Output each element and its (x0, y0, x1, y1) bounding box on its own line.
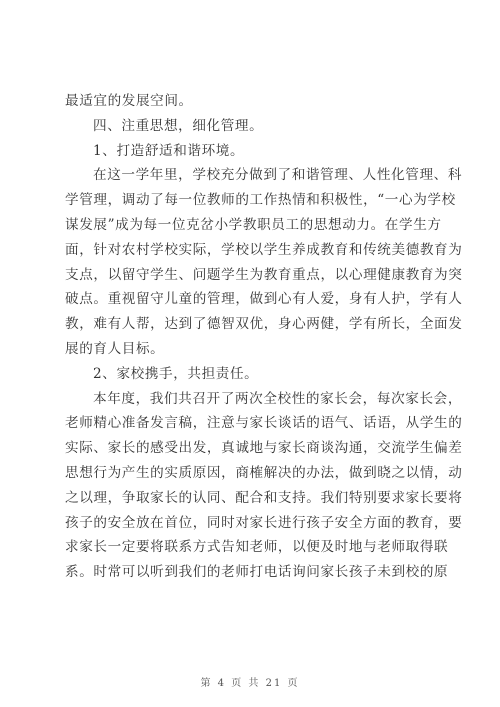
text-line: 2、家校携手，共担责任。 (93, 365, 259, 382)
text-line: 在这一学年里，学校充分做到了和谐管理、人性化管理、科 (93, 167, 463, 184)
text-line: 教，难有人帮，达到了德智双优，身心两健，学有所长，全面发 (65, 316, 463, 333)
text-line: 学管理，调动了每一位教师的工作热情和积极性，“一心为学校 (65, 192, 456, 209)
text-line: 支点，以留守学生、问题学生为教育重点，以心理健康教育为突 (65, 266, 463, 283)
text-line: 老师精心准备发言稿，注意与家长谈话的语气、话语，从学生的 (65, 415, 463, 432)
text-line: 1、打造舒适和谐环境。 (93, 142, 245, 159)
text-line: 系。时常可以听到我们的老师打电话询问家长孩子未到校的原 (65, 564, 449, 581)
text-line: 面，针对农村学校实际，学校以学生养成教育和传统美德教育为 (65, 241, 463, 258)
text-line: 求家长一定要将联系方式告知老师，以便及时地与老师取得联 (65, 539, 449, 556)
text-line: 之以理，争取家长的认同、配合和支持。我们特别要求家长要将 (65, 489, 463, 506)
text-line: 破点。重视留守儿童的管理，做到心有人爱，身有人护，学有人 (65, 291, 463, 308)
page-footer: 第 4 页 共 21 页 (200, 678, 300, 689)
body-text (65, 89, 463, 585)
text-line: 谋发展”成为每一位克岔小学教职员工的思想动力。在学生方 (65, 216, 442, 233)
text-line: 本年度，我们共召开了两次全校性的家长会，每次家长会， (93, 390, 463, 407)
text-line: 思想行为产生的实质原因，商榷解决的办法，做到晓之以情，动 (65, 464, 463, 481)
text-line: 实际、家长的感受出发，真诚地与家长商谈沟通，交流学生偏差 (65, 440, 463, 457)
text-line: 展的育人目标。 (65, 340, 165, 357)
text-line: 最适宜的发展空间。 (65, 93, 193, 109)
text-line: 四、注重思想，细化管理。 (93, 117, 264, 134)
text-line: 孩子的安全放在首位，同时对家长进行孩子安全方面的教育，要 (65, 514, 463, 531)
